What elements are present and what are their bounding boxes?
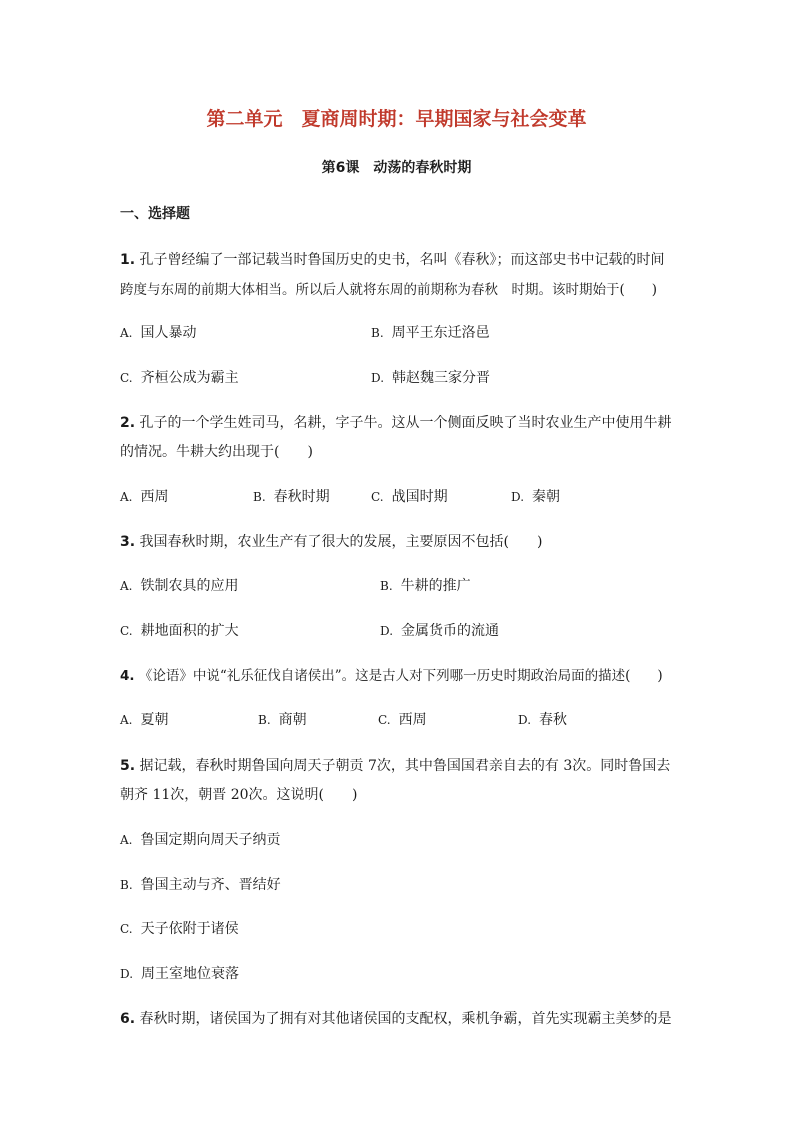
question-5-option-a: A. 鲁国定期向周天子纳贡 [120,832,281,848]
question-2-option-c: C. 战国时期 [371,489,448,505]
question-5-line-1 [120,755,675,775]
question-number: 4. [120,668,135,684]
question-2-option-a: A. 西周 [120,489,169,505]
question-6-line-1 [120,1008,675,1028]
question-text: 《论语》中说“礼乐征伐自诸侯出”。这是古人对下列哪一历史时期政治局面的描述( ) [138,668,663,684]
question-4-option-d: D. 春秋 [518,712,568,728]
question-number: 2. [120,415,136,431]
question-5-option-c: C. 天子依附于诸侯 [120,921,239,937]
section-title: 一、选择题 [120,206,190,222]
question-4-option-c: C. 西周 [378,712,427,728]
question-1-option-c: C. 齐桓公成为霸主 [120,370,239,386]
question-1-line-1 [120,249,675,269]
question-text: 孔子曾经编了一部记载当时鲁国历史的史书，名叫《春秋》；而这部史书中记载的时间 [139,252,665,268]
question-3-option-b: B. 牛耕的推广 [380,578,471,594]
question-2-option-b: B. 春秋时期 [253,489,330,505]
question-text: 孔子的一个学生姓司马，名耕，字子牛。这从一个侧面反映了当时农业生产中使用牛耕 [139,415,672,431]
question-4-line-1 [120,664,675,684]
question-text: 据记载，春秋时期鲁国向周天子朝贡 7次，其中鲁国国君亲自去的有 3次。同时鲁国去 [139,758,671,774]
question-3-option-d: D. 金属货币的流通 [380,623,500,639]
question-4-option-a: A. 夏朝 [120,712,169,728]
question-1-option-a: A. 国人暴动 [120,325,197,341]
question-5-option-d: D. 周王室地位衰落 [120,966,240,982]
question-2-option-d: D. 秦朝 [511,489,561,505]
question-number: 1. [120,252,136,268]
question-number: 3. [120,534,136,550]
question-number: 5. [120,758,136,774]
question-1-option-d: D. 韩赵魏三家分晋 [371,370,491,386]
question-5-line-2: 朝齐 11次，朝晋 20次。这说明( ) [120,787,358,803]
question-5-option-b: B. 鲁国主动与齐、晋结好 [120,877,281,893]
question-2-line-1 [120,412,675,432]
question-4-option-b: B. 商朝 [258,712,307,728]
question-3-option-c: C. 耕地面积的扩大 [120,623,239,639]
lesson-title: 第6课 动荡的春秋时期 [321,160,472,176]
question-1-line-2: 跨度与东周的前期大体相当。所以后人就将东周的前期称为春秋 时期。该时期始于( ) [120,282,658,298]
question-3-line-1 [120,531,675,551]
question-3-option-a: A. 铁制农具的应用 [120,578,239,594]
question-text: 我国春秋时期，农业生产有了很大的发展，主要原因不包括( ) [139,534,543,550]
question-2-line-2: 的情况。牛耕大约出现于( ) [120,444,313,460]
question-text: 春秋时期，诸侯国为了拥有对其他诸侯国的支配权，乘机争霸，首先实现霸主美梦的是 [139,1011,672,1027]
unit-title: 第二单元 夏商周时期：早期国家与社会变革 [206,108,587,130]
question-1-option-b: B. 周平王东迁洛邑 [371,325,490,341]
question-number: 6. [120,1011,136,1027]
